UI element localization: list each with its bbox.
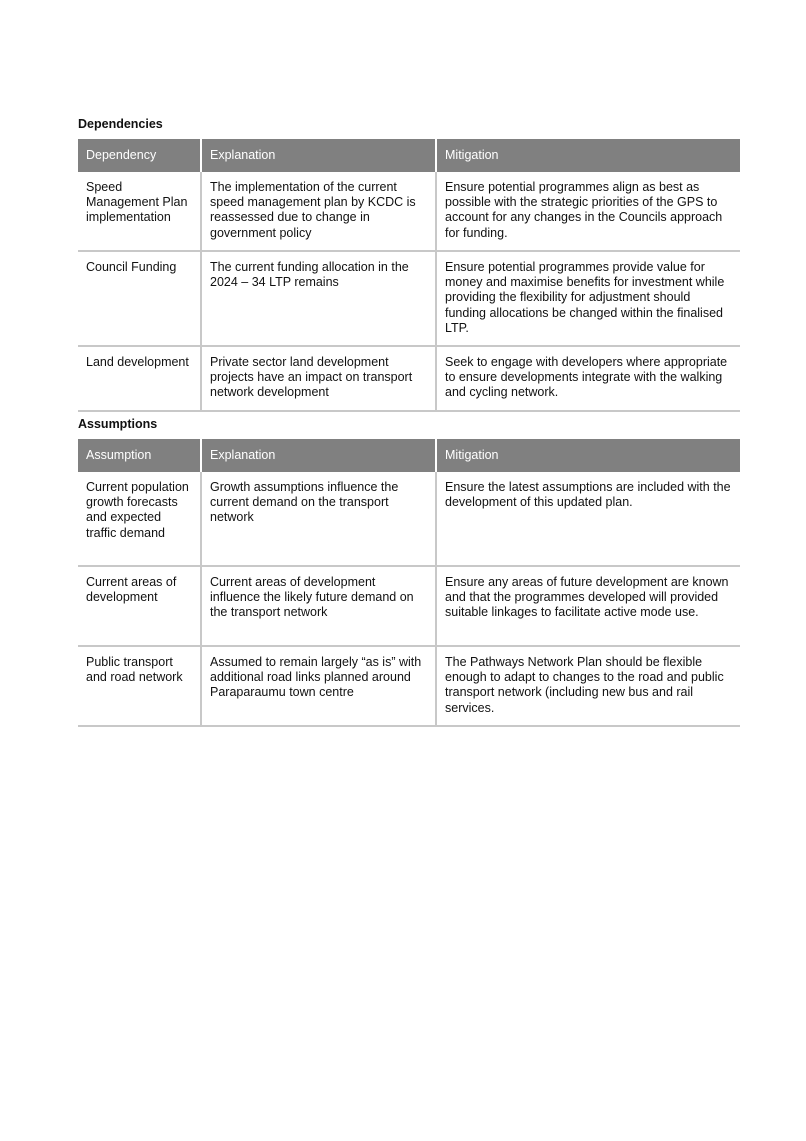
mitigation-cell: Ensure the latest assumptions are included with the development of this updated plan. <box>436 472 740 566</box>
explanation-cell: Private sector land development projects have an impact on transport network development <box>201 346 436 411</box>
explanation-cell: Assumed to remain largely “as is” with additional road links planned around Paraparaumu town centre <box>201 646 436 726</box>
assumption-cell: Public transport and road network <box>78 646 201 726</box>
assumptions-heading: Assumptions <box>78 417 158 431</box>
explanation-cell: The current funding allocation in the 2024 – 34 LTP remains <box>201 251 436 346</box>
column-header-mitigation: Mitigation <box>436 439 740 472</box>
explanation-cell: The implementation of the current speed management plan by KCDC is reassessed due to change in government policy <box>201 172 436 251</box>
assumptions-table <box>78 439 740 727</box>
explanation-cell: Current areas of development influence the likely future demand on the transport network <box>201 566 436 646</box>
column-header-explanation: Explanation <box>201 139 436 172</box>
mitigation-cell: Ensure potential programmes provide value for money and maximise benefits for investment while providing the flexibility for adjustment should funding allocations be changed within the finalised LTP. <box>436 251 740 346</box>
column-header-explanation: Explanation <box>201 439 436 472</box>
column-header-mitigation: Mitigation <box>436 139 740 172</box>
table-row <box>78 472 740 566</box>
dependency-cell: Land development <box>78 346 201 411</box>
mitigation-cell: Ensure any areas of future development are known and that the programmes developed will provided suitable linkages to facilitate active mode use. <box>436 566 740 646</box>
mitigation-cell: Seek to engage with developers where appropriate to ensure developments integrate with the walking and cycling network. <box>436 346 740 411</box>
column-header-assumption: Assumption <box>78 439 201 472</box>
table-row <box>78 346 740 411</box>
column-header-dependency: Dependency <box>78 139 201 172</box>
table-row <box>78 172 740 251</box>
assumption-cell: Current areas of development <box>78 566 201 646</box>
mitigation-cell: The Pathways Network Plan should be flexible enough to adapt to changes to the road and public transport network (including new bus and rail services. <box>436 646 740 726</box>
assumption-cell: Current population growth forecasts and expected traffic demand <box>78 472 201 566</box>
table-row <box>78 566 740 646</box>
dependency-cell: Council Funding <box>78 251 201 346</box>
explanation-cell: Growth assumptions influence the current demand on the transport network <box>201 472 436 566</box>
table-header-row <box>78 439 740 472</box>
dependencies-table <box>78 139 740 412</box>
table-header-row <box>78 139 740 172</box>
dependencies-heading: Dependencies <box>78 117 163 131</box>
mitigation-cell: Ensure potential programmes align as best as possible with the strategic priorities of the GPS to account for any changes in the Councils approach for funding. <box>436 172 740 251</box>
table-row <box>78 646 740 726</box>
dependency-cell: Speed Management Plan implementation <box>78 172 201 251</box>
table-row <box>78 251 740 346</box>
